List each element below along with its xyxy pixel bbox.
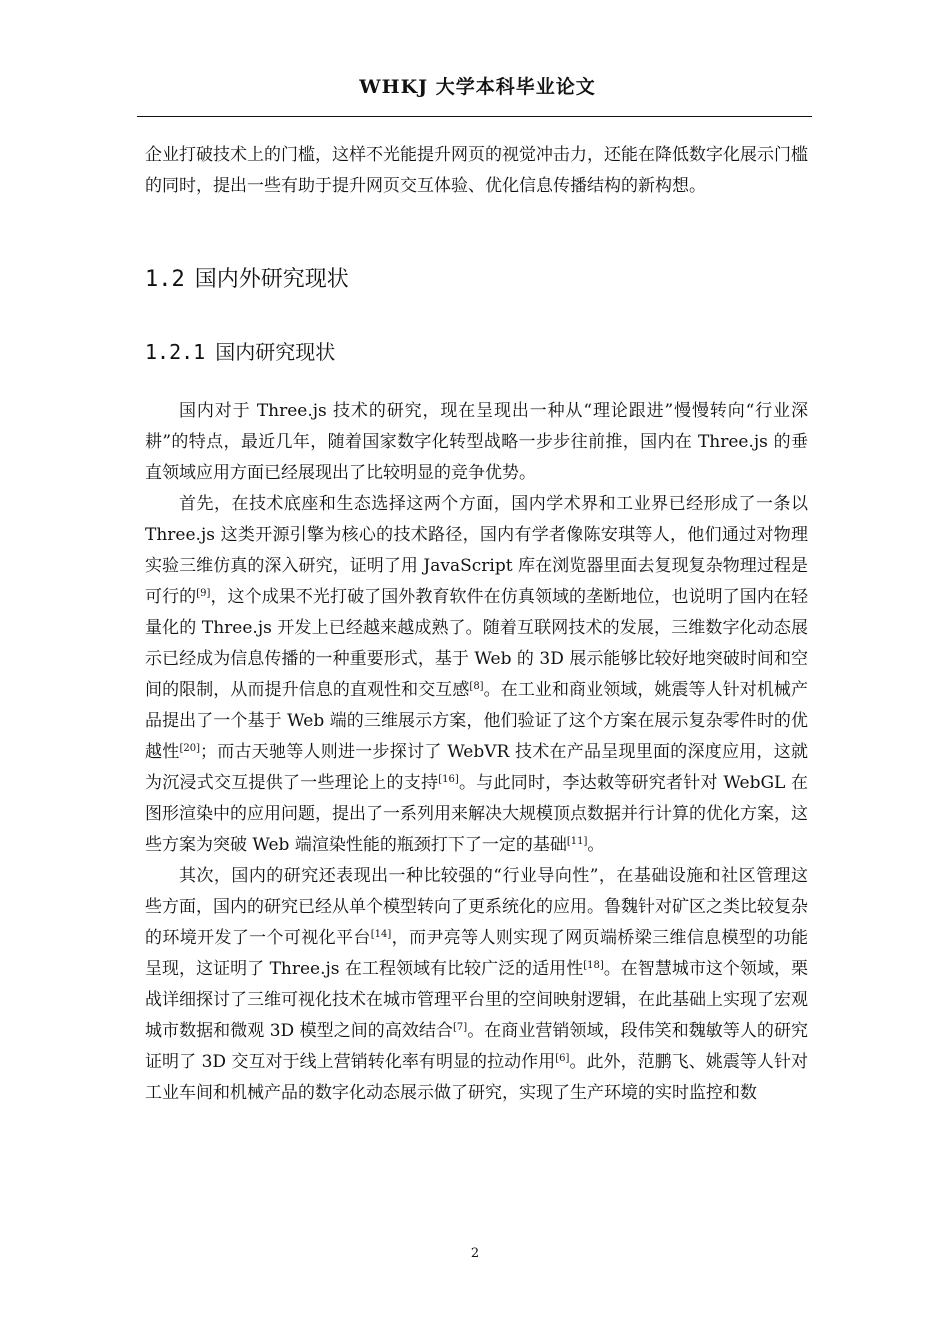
page-number: 2 [470,1246,480,1261]
paragraph-2 [145,489,808,861]
citation: [7] [453,1022,468,1033]
paragraph-2-text: 。 [587,835,605,855]
subsection-heading [145,336,335,365]
intro-text: 企业打破技术上的门槛，这样不光能提升网页的视觉冲击力，还能在降低数字化展示门槛的同时，提出一些有助于提升网页交互体验、优化信息传播结构的新构想。 [145,145,808,196]
section-title: 国内外研究现状 [194,267,349,292]
citation: [8] [469,681,484,692]
paragraph-3 [145,861,808,1109]
paragraph-2-text: 首先，在技术底座和生态选择这两个方面，国内学术界和工业界已经形成了一条以 Three.js 这类开源引擎为核心的技术路径，国内有学者像陈安琪等人，他们通过对物理实验三维仿真的深入研究，证明了用 JavaScript 库在浏览器里面去复现复杂物理过程是可行的 [145,494,808,607]
intro-paragraph [145,140,808,202]
citation: [6] [555,1053,570,1064]
citation: [9] [196,588,211,599]
citation: [20] [179,743,201,754]
section-heading [145,262,349,293]
paragraph-3-text: 。在智慧城市这个领域，栗战详细探讨了三维可视化技术在城市管理平台里的空间映射逻辑，在此基础上实现了宏观城市数据和微观 3D 模型之间的高效结合 [145,959,808,1041]
paragraph-2-text: 。与此同时，李达敕等研究者针对 WebGL 在图形渲染中的应用问题，提出了一系列用来解决大规模顶点数据并行计算的优化方案，这些方案为突破 Web 端渲染性能的瓶颈打下了一定的基础 [145,773,808,855]
paragraph-3-text: ，而尹亮等人则实现了网页端桥梁三维信息模型的功能呈现，这证明了 Three.js 在工程领域有比较广泛的适用性 [145,928,809,979]
paragraph-3-text: 其次，国内的研究还表现出一种比较强的“行业导向性”，在基础设施和社区管理这些方面，国内的研究已经从单个模型转向了更系统化的应用。鲁魏针对矿区之类比较复杂的环境开发了一个可视化平台 [145,866,808,948]
citation: [18] [583,960,604,971]
paragraph-1: 国内对于 Three.js 技术的研究，现在呈现出一种从“理论跟进”慢慢转向“行业深耕”的特点，最近几年，随着国家数字化转型战略一步步往前推，国内在 Three.js 的垂直领域应用方面已经展现出了比较明显的竞争优势。 [145,401,808,483]
subsection-title: 国内研究现状 [215,340,336,364]
paragraph-2-text: ，这个成果不光打破了国外教育软件在仿真领域的垄断地位，也说明了国内在轻量化的 Three.js 开发上已经越来越成熟了。随着互联网技术的发展，三维数字化动态展示已经成为信息传播的一种重要形式，基于 Web 的 3D 展示能够比较好地突破时间和空间的限制，从而提升信息的直观性和交互感 [145,587,809,700]
paragraph-3-text: 。此外，范鹏飞、姚震等人针对工业车间和机械产品的数字化动态展示做了研究，实现了生产环境的实时监控和数 [145,1052,808,1103]
page-header: WHKJ 大学本科毕业论文 [359,76,596,98]
citation: [14] [370,929,392,940]
citation: [11] [566,836,588,847]
citation: [16] [438,774,459,785]
header-rule [137,116,812,117]
section-number: 1.2 [145,267,185,292]
subsection-number: 1.2.1 [145,340,206,364]
paragraph-2-text: ；而古天驰等人则进一步探讨了 WebVR 技术在产品呈现里面的深度应用，这就为沉浸式交互提供了一些理论上的支持 [145,742,809,793]
paragraph-2-text: 。在工业和商业领域，姚震等人针对机械产品提出了一个基于 Web 端的三维展示方案，他们验证了这个方案在展示复杂零件时的优越性 [145,680,809,762]
body-text [145,396,808,1109]
paragraph-3-text: 。在商业营销领域，段伟笑和魏敏等人的研究证明了 3D 交互对于线上营销转化率有明显的拉动作用 [145,1021,808,1072]
